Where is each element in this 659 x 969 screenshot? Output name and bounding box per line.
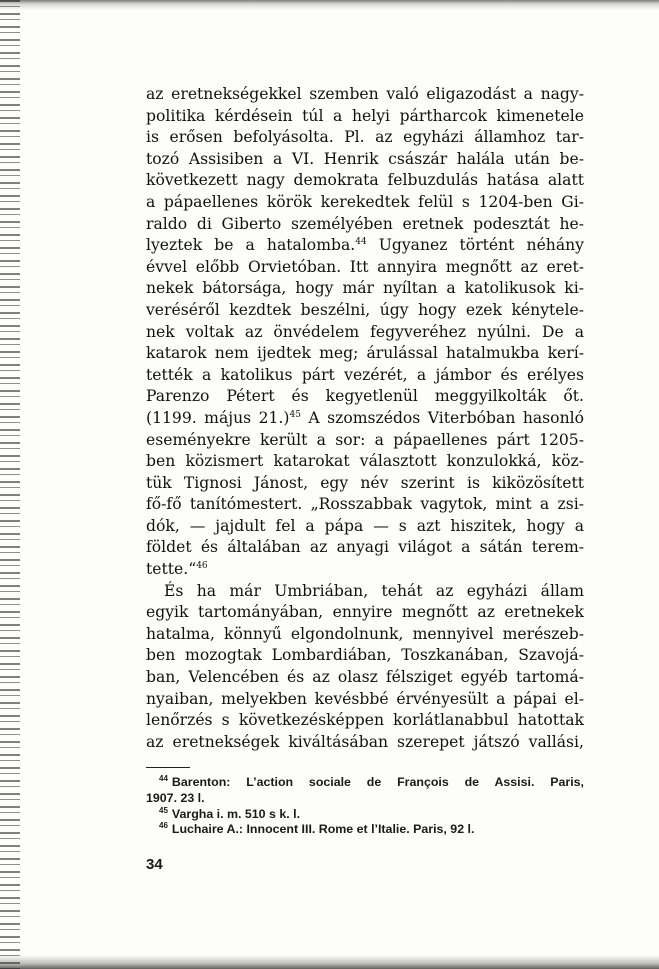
- text-line: nek voltak az önvédelem fegyveréhez nyúlni. De a: [146, 322, 584, 341]
- text-segment: A szomszédos Viterbóban hasonló: [300, 408, 584, 427]
- text-line: is erősen befolyásolta. Pl. az egyházi államhoz tar-: [146, 128, 584, 147]
- text-line: földet és általában az anyagi világot a sátán terem-: [146, 538, 584, 557]
- text-line: a pápaellenes körök kerekedtek felül s 1204-ben Gi-: [146, 192, 584, 211]
- footnote-text: 1907. 23 l.: [146, 790, 205, 805]
- footnote-46: [146, 822, 584, 838]
- footnote-text: Barenton: L’action sociale de François de Assisi. Paris,: [171, 775, 584, 789]
- text-line-with-footnote: [146, 235, 584, 257]
- text-line: dók, — jajdult fel a pápa — s azt hiszitek, hogy a: [146, 516, 584, 535]
- text-line: az eretnekségekkel szemben való eligazodást a nagy-: [146, 85, 584, 103]
- text-line: ben mozogtak Lombardiában, Toszkanában, Szavojá-: [146, 646, 584, 665]
- footnote-text: Vargha i. m. 510 s k. l.: [171, 806, 301, 821]
- text-line: eseményekre került a sor: a pápaellenes párt 1205-: [146, 430, 584, 449]
- footnote-44: [146, 775, 584, 791]
- text-segment: lyeztek be a hatalomba.: [146, 236, 356, 255]
- text-line: lenőrzés s következésképpen korlátlanabbul hatottak: [146, 711, 584, 730]
- text-line: tozó Assisiben a VI. Henrik császár halála után be-: [146, 149, 584, 168]
- text-line: katarok nem ijedtek meg; árulással hatalmukba kerí-: [146, 344, 584, 363]
- scan-edge-left: [0, 0, 20, 969]
- text-line: Parenzo Pétert és kegyetlenül meggyilkolták őt.: [146, 387, 584, 406]
- paragraph-first-line: És ha már Umbriában, tehát az egyházi állam: [164, 581, 584, 600]
- text-line: az eretnekségek kiváltásában szerepet játszó vallási,: [146, 732, 584, 751]
- text-segment: tette.“: [146, 560, 197, 579]
- footnote-marker: 45: [159, 805, 168, 815]
- footnote-ref-45: 45: [289, 409, 301, 420]
- text-line: hatalma, könnyű elgondolnunk, mennyivel merészeb-: [146, 624, 584, 643]
- footnote-text: Luchaire A.: Innocent III. Rome et l’Italie. Paris, 92 l.: [171, 822, 475, 837]
- footnote-divider: [146, 767, 190, 768]
- text-line: nekek bátorsága, hogy már nyíltan a katolikusok ki-: [146, 279, 584, 298]
- scan-edge-top: [0, 0, 659, 10]
- footnote-marker: 44: [159, 774, 168, 783]
- footnote-ref-44: 44: [355, 237, 367, 248]
- text-line: következett nagy demokrata felbuzdulás hatása alatt: [146, 171, 584, 190]
- text-line: egyik tartományában, ennyire megnőtt az eretnekek: [146, 603, 584, 622]
- text-line-with-footnote: [146, 408, 584, 430]
- text-line: tették a katolikus párt vezérét, a jámbor és erélyes: [146, 365, 584, 384]
- text-segment: (1199. május 21.): [146, 408, 290, 427]
- footnote-marker: 46: [159, 821, 168, 831]
- text-line: ban, Velencében és az olasz félsziget egyéb tartomá-: [146, 668, 584, 687]
- text-line: fő-fő tanítómestert. „Rosszabbak vagytok, mint a zsi-: [146, 495, 584, 514]
- text-line: politika kérdésein túl a helyi pártharcok kimenetele: [146, 106, 584, 125]
- footnote-45: [146, 807, 584, 823]
- footnote-44-continued: [146, 791, 584, 807]
- text-line: évvel előbb Orvietóban. Itt annyira megnőtt az eret-: [146, 257, 584, 276]
- body-text: [146, 84, 584, 753]
- text-segment: Ugyanez történt néhány: [366, 236, 584, 255]
- scan-edge-bottom: [0, 955, 659, 969]
- text-line: tük Tignosi Jánost, egy név szerint is kiközösített: [146, 473, 584, 492]
- text-line: nyaiban, melyekben kevésbbé érvényesült a pápai el-: [146, 689, 584, 708]
- text-line-with-footnote: [146, 559, 584, 581]
- text-line: raldo di Giberto személyében eretnek podesztát he-: [146, 214, 584, 233]
- page-number: 34: [146, 856, 163, 873]
- footnotes: [146, 775, 584, 838]
- footnote-ref-46: 46: [196, 561, 208, 572]
- text-line: veréséről kezdtek beszélni, úgy hogy ezek kénytele-: [146, 300, 584, 319]
- text-line: ben közismert katarokat választott konzulokká, köz-: [146, 452, 584, 471]
